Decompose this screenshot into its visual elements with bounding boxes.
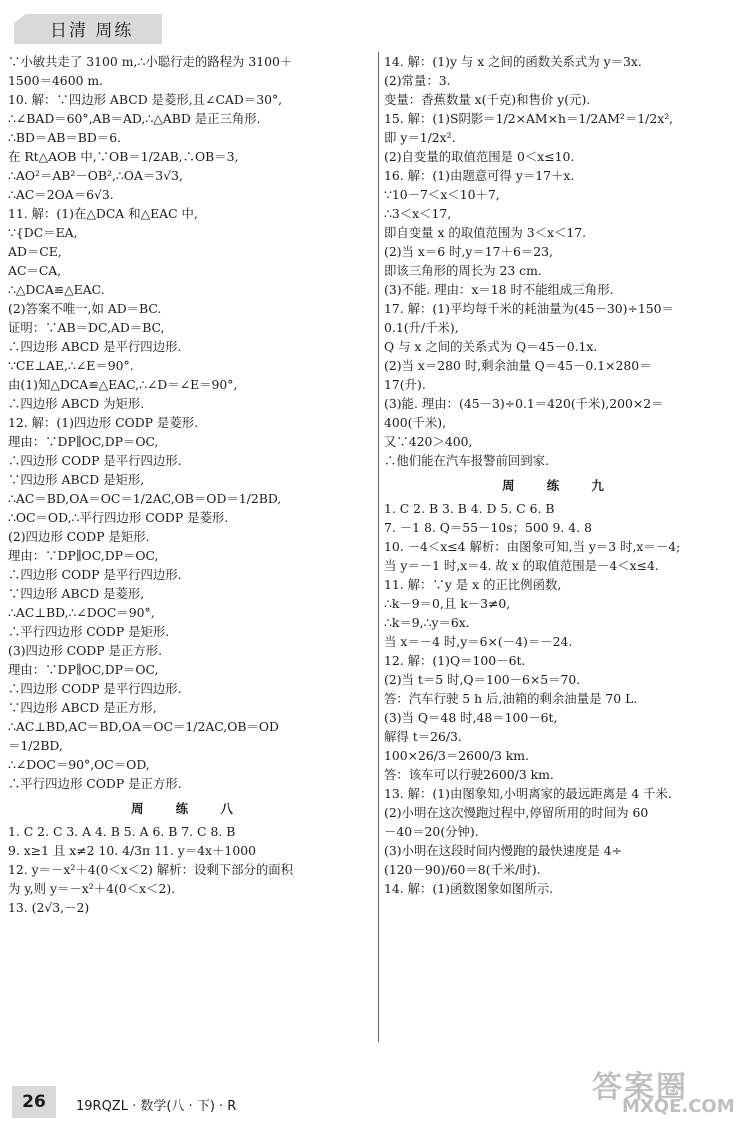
- answer-line: 当 y＝－1 时,x＝4. 故 x 的取值范围是－4＜x≤4.: [384, 558, 659, 573]
- answer-line: ∴AC＝BD,OA＝OC＝1/2AC,OB＝OD＝1/2BD,: [8, 491, 282, 506]
- answer-line: 又∵420＞400,: [384, 434, 473, 449]
- answer-line: (2)小明在这次慢跑过程中,停留所用的时间为 60: [384, 805, 649, 820]
- answer-line: ∵四边形 ABCD 是矩形,: [8, 472, 145, 487]
- section-week8-answers: [8, 822, 370, 917]
- answer-line: AD＝CE,: [8, 244, 62, 259]
- answer-line: (2)当 x＝6 时,y＝17＋6＝23,: [384, 244, 553, 259]
- answer-line: 17(升).: [384, 377, 426, 392]
- answer-line: (3)不能. 理由：x＝18 时不能组成三角形.: [384, 282, 614, 297]
- answer-line: 即自变量 x 的取值范围为 3＜x＜17.: [384, 225, 587, 240]
- left-answers: [8, 52, 370, 793]
- answer-line: (2)常量：3.: [384, 73, 451, 88]
- answer-line: 400(千米),: [384, 415, 447, 430]
- answer-line: 14. 解：(1)函数图象如图所示.: [384, 881, 554, 896]
- answer-line: (2)答案不唯一,如 AD＝BC.: [8, 301, 162, 316]
- answer-line: ∴四边形 CODP 是平行四边形.: [8, 681, 182, 696]
- answer-line: (3)四边形 CODP 是正方形.: [8, 643, 163, 658]
- answer-line: 1. C 2. B 3. B 4. D 5. C 6. B: [384, 501, 555, 516]
- answer-line: 12. 解：(1)Q＝100－6t.: [384, 653, 526, 668]
- answer-line: 变量：香蕉数量 x(千克)和售价 y(元).: [384, 92, 591, 107]
- answer-line: 14. 解：(1)y 与 x 之间的函数关系式为 y＝3x.: [384, 54, 642, 69]
- answer-line: ∴BD＝AB＝BD＝6.: [8, 130, 122, 145]
- answer-line: ∴∠BAD＝60°,AB＝AD,∴△ABD 是正三角形.: [8, 111, 261, 126]
- answer-line: ∴k＝9,∴y＝6x.: [384, 615, 470, 630]
- left-column: [8, 52, 370, 917]
- answer-line: ∵四边形 ABCD 是菱形,: [8, 586, 145, 601]
- answer-line: ∴AO²＝AB²－OB²,∴OA＝3√3,: [8, 168, 183, 183]
- answer-line: 11. 解：(1)在△DCA 和△EAC 中,: [8, 206, 198, 221]
- answer-line: ∵四边形 ABCD 是正方形,: [8, 700, 157, 715]
- answer-line: ∵{DC＝EA,: [8, 225, 78, 240]
- answer-line: Q 与 x 之间的关系式为 Q＝45－0.1x.: [384, 339, 598, 354]
- answer-line: 1500＝4600 m.: [8, 73, 104, 88]
- answer-line: 理由：∵DP∥OC,DP＝OC,: [8, 662, 159, 677]
- answer-line: ∴平行四边形 CODP 是矩形.: [8, 624, 170, 639]
- answer-line: ∴平行四边形 CODP 是正方形.: [8, 776, 182, 791]
- answer-line: ∴四边形 CODP 是平行四边形.: [8, 567, 182, 582]
- book-code: 19RQZL · 数学(八 · 下) · R: [76, 1099, 237, 1114]
- answer-line: 100×26/3＝2600/3 km.: [384, 748, 529, 763]
- watermark-logo: 答案圈: [592, 1070, 688, 1105]
- answer-line: ∴四边形 ABCD 为矩形.: [8, 396, 145, 411]
- answer-line: 理由：∵DP∥OC,DP＝OC,: [8, 548, 159, 563]
- answer-line: ∵CE⊥AE,∴∠E＝90°.: [8, 358, 134, 373]
- answer-line: (2)自变量的取值范围是 0＜x≤10.: [384, 149, 575, 164]
- answer-line: 13. 解：(1)由图象知,小明离家的最远距离是 4 千米.: [384, 786, 672, 801]
- answer-line: 由(1)知△DCA≌△EAC,∴∠D＝∠E＝90°,: [8, 377, 238, 392]
- answer-line: (3)能. 理由：(45－3)÷0.1＝420(千米),200×2＝: [384, 396, 664, 411]
- answer-line: ∴四边形 CODP 是平行四边形.: [8, 453, 182, 468]
- answer-line: ∴OC＝OD,∴平行四边形 CODP 是菱形.: [8, 510, 229, 525]
- answer-line: 17. 解：(1)平均每千米的耗油量为(45－30)÷150＝: [384, 301, 674, 316]
- answer-line: ＝1/2BD,: [8, 738, 63, 753]
- answer-line: ∴AC＝2OA＝6√3.: [8, 187, 114, 202]
- answer-line: 当 x＝－4 时,y＝6×(－4)＝－24.: [384, 634, 573, 649]
- column-divider: [378, 52, 379, 1042]
- answer-line: (120－90)/60＝8(千米/时).: [384, 862, 541, 877]
- page-header-title: 日清 周练: [50, 21, 134, 41]
- answer-line: ∵10－7＜x＜10＋7,: [384, 187, 500, 202]
- answer-line: ∴AC⊥BD,∴∠DOC＝90°,: [8, 605, 155, 620]
- answer-line: 7. －1 8. Q＝55－10s；500 9. 4. 8: [384, 520, 592, 535]
- answer-line: －40＝20(分钟).: [384, 824, 479, 839]
- answer-line: ∴△DCA≌△EAC.: [8, 282, 105, 297]
- answer-line: ∴他们能在汽车报警前回到家.: [384, 453, 550, 468]
- answer-line: 在 Rt△AOB 中,∵OB＝1/2AB,∴OB＝3,: [8, 149, 239, 164]
- answer-line: (2)当 t＝5 时,Q＝100－6×5＝70.: [384, 672, 581, 687]
- answer-line: 16. 解：(1)由题意可得 y＝17＋x.: [384, 168, 575, 183]
- answer-line: 10. 解：∵四边形 ABCD 是菱形,且∠CAD＝30°,: [8, 92, 283, 107]
- answer-line: (3)小明在这段时间内慢跑的最快速度是 4÷: [384, 843, 623, 858]
- answer-line: 13. (2√3,－2): [8, 900, 90, 915]
- answer-line: 解得 t＝26/3.: [384, 729, 462, 744]
- answer-line: AC＝CA,: [8, 263, 62, 278]
- answer-line: ∵小敏共走了 3100 m,∴小聪行走的路程为 3100＋: [8, 54, 293, 69]
- answer-line: 10. －4＜x≤4 解析：由图象可知,当 y＝3 时,x＝－4;: [384, 539, 681, 554]
- answer-line: ∴3＜x＜17,: [384, 206, 452, 221]
- answer-line: 9. x≥1 且 x≠2 10. 4/3π 11. y＝4x＋1000: [8, 843, 256, 858]
- answer-line: (2)四边形 CODP 是矩形.: [8, 529, 150, 544]
- answer-line: ∴AC⊥BD,AC＝BD,OA＝OC＝1/2AC,OB＝OD: [8, 719, 279, 734]
- page-number: 26: [12, 1086, 56, 1118]
- answer-line: 答：该车可以行驶2600/3 km.: [384, 767, 554, 782]
- answer-line: ∴∠DOC＝90°,OC＝OD,: [8, 757, 150, 772]
- answer-line: 答：汽车行驶 5 h 后,油箱的剩余油量是 70 L.: [384, 691, 638, 706]
- right-answers: [384, 52, 736, 470]
- answer-line: 15. 解：(1)S阴影＝1/2×AM×h＝1/2AM²＝1/2x²,: [384, 111, 674, 126]
- answer-line: 11. 解：∵y 是 x 的正比例函数,: [384, 577, 562, 592]
- answer-line: 即该三角形的周长为 23 cm.: [384, 263, 542, 278]
- answer-line: 0.1(升/千米),: [384, 320, 459, 335]
- answer-line: 1. C 2. C 3. A 4. B 5. A 6. B 7. C 8. B: [8, 824, 236, 839]
- right-column: [384, 52, 736, 898]
- answer-line: 12. 解：(1)四边形 CODP 是菱形.: [8, 415, 199, 430]
- answer-line: (2)当 x＝280 时,剩余油量 Q＝45－0.1×280＝: [384, 358, 652, 373]
- section-title-week9: 周 练 九: [502, 478, 618, 493]
- answer-line: ∴k－9＝0,且 k－3≠0,: [384, 596, 511, 611]
- answer-line: (3)当 Q＝48 时,48＝100－6t,: [384, 710, 558, 725]
- section-title-week8: 周 练 八: [131, 801, 247, 816]
- answer-line: ∴四边形 ABCD 是平行四边形.: [8, 339, 182, 354]
- answer-line: 为 y,则 y＝－x²＋4(0＜x＜2).: [8, 881, 176, 896]
- answer-line: 理由：∵DP∥OC,DP＝OC,: [8, 434, 159, 449]
- answer-line: 12. y＝－x²＋4(0＜x＜2) 解析：设剩下部分的面积: [8, 862, 294, 877]
- answer-line: 证明：∵AB＝DC,AD＝BC,: [8, 320, 165, 335]
- answer-line: 即 y＝1/2x².: [384, 130, 456, 145]
- section-week9-answers: [384, 499, 736, 898]
- watermark-url: MXQE.COM: [622, 1096, 735, 1117]
